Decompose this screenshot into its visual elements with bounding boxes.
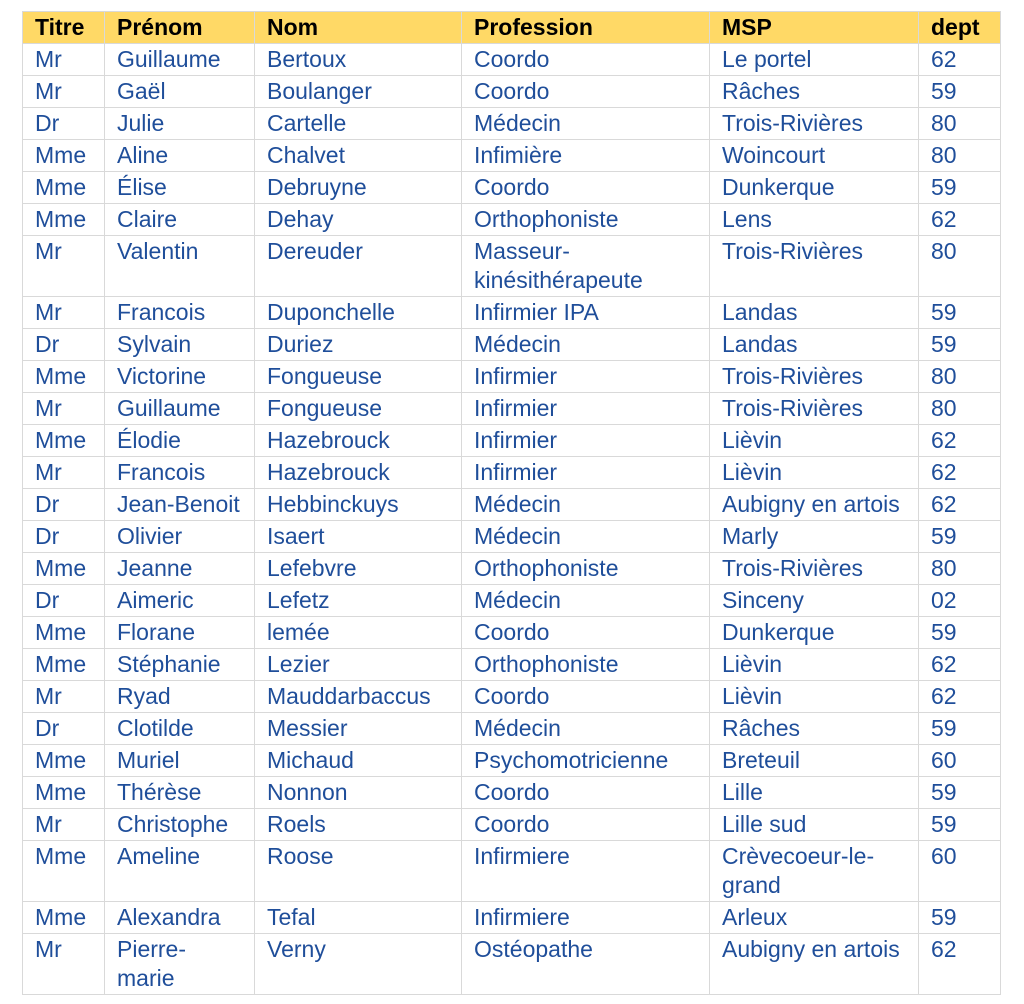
cell-profession: Médecin bbox=[462, 585, 710, 617]
cell-dept: 62 bbox=[919, 681, 1001, 713]
cell-nom: Roose bbox=[255, 841, 462, 902]
cell-titre: Mr bbox=[23, 236, 105, 297]
table-row bbox=[23, 553, 1001, 585]
cell-prenom: Guillaume bbox=[105, 44, 255, 76]
cell-prenom: Christophe bbox=[105, 809, 255, 841]
cell-dept: 59 bbox=[919, 297, 1001, 329]
cell-prenom: Élise bbox=[105, 172, 255, 204]
cell-msp: Trois-Rivières bbox=[710, 236, 919, 297]
cell-msp: Trois-Rivières bbox=[710, 393, 919, 425]
cell-msp: Breteuil bbox=[710, 745, 919, 777]
cell-dept: 59 bbox=[919, 172, 1001, 204]
cell-prenom: Francois bbox=[105, 297, 255, 329]
cell-prenom: Aimeric bbox=[105, 585, 255, 617]
cell-dept: 80 bbox=[919, 361, 1001, 393]
table-body bbox=[23, 44, 1001, 995]
cell-titre: Dr bbox=[23, 585, 105, 617]
cell-prenom: Stéphanie bbox=[105, 649, 255, 681]
table-row bbox=[23, 489, 1001, 521]
cell-prenom: Jeanne bbox=[105, 553, 255, 585]
cell-titre: Dr bbox=[23, 329, 105, 361]
cell-prenom: Pierre-marie bbox=[105, 934, 255, 995]
table-row bbox=[23, 393, 1001, 425]
cell-nom: Duriez bbox=[255, 329, 462, 361]
cell-nom: Isaert bbox=[255, 521, 462, 553]
cell-msp: Trois-Rivières bbox=[710, 361, 919, 393]
cell-msp: Marly bbox=[710, 521, 919, 553]
table-row bbox=[23, 649, 1001, 681]
cell-profession: Coordo bbox=[462, 617, 710, 649]
cell-nom: Lefebvre bbox=[255, 553, 462, 585]
table-row bbox=[23, 457, 1001, 489]
cell-msp: Râches bbox=[710, 76, 919, 108]
cell-dept: 62 bbox=[919, 457, 1001, 489]
header-dept: dept bbox=[919, 12, 1001, 44]
table-row bbox=[23, 713, 1001, 745]
cell-prenom: Florane bbox=[105, 617, 255, 649]
cell-profession: Infirmier bbox=[462, 457, 710, 489]
cell-nom: Messier bbox=[255, 713, 462, 745]
cell-titre: Mme bbox=[23, 553, 105, 585]
cell-titre: Mme bbox=[23, 745, 105, 777]
cell-profession: Infirmiere bbox=[462, 841, 710, 902]
cell-prenom: Alexandra bbox=[105, 902, 255, 934]
cell-dept: 62 bbox=[919, 425, 1001, 457]
cell-nom: Mauddarbaccus bbox=[255, 681, 462, 713]
cell-nom: Roels bbox=[255, 809, 462, 841]
cell-prenom: Claire bbox=[105, 204, 255, 236]
cell-dept: 59 bbox=[919, 777, 1001, 809]
contacts-table bbox=[22, 11, 1001, 995]
cell-profession: Infirmier bbox=[462, 393, 710, 425]
cell-nom: Debruyne bbox=[255, 172, 462, 204]
cell-dept: 80 bbox=[919, 108, 1001, 140]
cell-titre: Mme bbox=[23, 649, 105, 681]
cell-dept: 80 bbox=[919, 236, 1001, 297]
cell-titre: Mme bbox=[23, 777, 105, 809]
cell-nom: Lefetz bbox=[255, 585, 462, 617]
cell-nom: Chalvet bbox=[255, 140, 462, 172]
cell-dept: 62 bbox=[919, 649, 1001, 681]
cell-dept: 62 bbox=[919, 934, 1001, 995]
cell-profession: Orthophoniste bbox=[462, 553, 710, 585]
cell-dept: 59 bbox=[919, 76, 1001, 108]
cell-profession: Coordo bbox=[462, 809, 710, 841]
cell-titre: Mr bbox=[23, 681, 105, 713]
cell-profession: Orthophoniste bbox=[462, 649, 710, 681]
cell-msp: Lièvin bbox=[710, 649, 919, 681]
table-row bbox=[23, 681, 1001, 713]
cell-prenom: Olivier bbox=[105, 521, 255, 553]
cell-msp: Lièvin bbox=[710, 425, 919, 457]
cell-nom: Michaud bbox=[255, 745, 462, 777]
cell-prenom: Ameline bbox=[105, 841, 255, 902]
cell-titre: Mr bbox=[23, 934, 105, 995]
cell-dept: 59 bbox=[919, 521, 1001, 553]
cell-nom: Duponchelle bbox=[255, 297, 462, 329]
cell-titre: Mr bbox=[23, 76, 105, 108]
cell-dept: 62 bbox=[919, 204, 1001, 236]
cell-msp: Aubigny en artois bbox=[710, 489, 919, 521]
cell-msp: Landas bbox=[710, 329, 919, 361]
cell-profession: Coordo bbox=[462, 777, 710, 809]
cell-msp: Dunkerque bbox=[710, 617, 919, 649]
cell-prenom: Jean-Benoit bbox=[105, 489, 255, 521]
cell-msp: Trois-Rivières bbox=[710, 108, 919, 140]
cell-profession: Médecin bbox=[462, 108, 710, 140]
table-row bbox=[23, 108, 1001, 140]
cell-profession: Infirmier bbox=[462, 361, 710, 393]
cell-titre: Mme bbox=[23, 361, 105, 393]
cell-profession: Coordo bbox=[462, 44, 710, 76]
cell-nom: Lezier bbox=[255, 649, 462, 681]
cell-titre: Mr bbox=[23, 297, 105, 329]
cell-dept: 59 bbox=[919, 329, 1001, 361]
table-row bbox=[23, 585, 1001, 617]
cell-msp: Arleux bbox=[710, 902, 919, 934]
cell-prenom: Valentin bbox=[105, 236, 255, 297]
cell-dept: 59 bbox=[919, 902, 1001, 934]
cell-prenom: Victorine bbox=[105, 361, 255, 393]
cell-prenom: Julie bbox=[105, 108, 255, 140]
table-row bbox=[23, 236, 1001, 297]
cell-dept: 62 bbox=[919, 489, 1001, 521]
cell-nom: Fongueuse bbox=[255, 361, 462, 393]
cell-titre: Mme bbox=[23, 172, 105, 204]
cell-profession: Coordo bbox=[462, 681, 710, 713]
cell-nom: Hebbinckuys bbox=[255, 489, 462, 521]
cell-dept: 62 bbox=[919, 44, 1001, 76]
cell-msp: Le portel bbox=[710, 44, 919, 76]
cell-profession: Ostéopathe bbox=[462, 934, 710, 995]
header-profession: Profession bbox=[462, 12, 710, 44]
cell-prenom: Francois bbox=[105, 457, 255, 489]
cell-profession: Coordo bbox=[462, 172, 710, 204]
cell-profession: Psychomotricienne bbox=[462, 745, 710, 777]
cell-titre: Mr bbox=[23, 457, 105, 489]
cell-dept: 59 bbox=[919, 713, 1001, 745]
table-row bbox=[23, 841, 1001, 902]
cell-dept: 80 bbox=[919, 553, 1001, 585]
cell-titre: Mme bbox=[23, 841, 105, 902]
cell-profession: Infimière bbox=[462, 140, 710, 172]
header-titre: Titre bbox=[23, 12, 105, 44]
table-row bbox=[23, 425, 1001, 457]
table-row bbox=[23, 297, 1001, 329]
cell-dept: 60 bbox=[919, 841, 1001, 902]
cell-msp: Lièvin bbox=[710, 681, 919, 713]
cell-prenom: Élodie bbox=[105, 425, 255, 457]
cell-titre: Mr bbox=[23, 44, 105, 76]
cell-profession: Masseur-kinésithérapeute bbox=[462, 236, 710, 297]
cell-dept: 80 bbox=[919, 393, 1001, 425]
table-row bbox=[23, 745, 1001, 777]
cell-profession: Infirmiere bbox=[462, 902, 710, 934]
cell-titre: Dr bbox=[23, 108, 105, 140]
cell-profession: Orthophoniste bbox=[462, 204, 710, 236]
table-row bbox=[23, 934, 1001, 995]
cell-dept: 59 bbox=[919, 809, 1001, 841]
table-row bbox=[23, 204, 1001, 236]
cell-nom: Bertoux bbox=[255, 44, 462, 76]
cell-msp: Lille sud bbox=[710, 809, 919, 841]
cell-msp: Woincourt bbox=[710, 140, 919, 172]
cell-msp: Dunkerque bbox=[710, 172, 919, 204]
cell-titre: Mr bbox=[23, 393, 105, 425]
cell-prenom: Ryad bbox=[105, 681, 255, 713]
cell-titre: Dr bbox=[23, 489, 105, 521]
cell-prenom: Thérèse bbox=[105, 777, 255, 809]
table-row bbox=[23, 76, 1001, 108]
cell-nom: Dereuder bbox=[255, 236, 462, 297]
cell-dept: 60 bbox=[919, 745, 1001, 777]
cell-msp: Lens bbox=[710, 204, 919, 236]
table-row bbox=[23, 617, 1001, 649]
cell-msp: Aubigny en artois bbox=[710, 934, 919, 995]
cell-prenom: Gaël bbox=[105, 76, 255, 108]
cell-profession: Médecin bbox=[462, 521, 710, 553]
cell-msp: Râches bbox=[710, 713, 919, 745]
cell-nom: Hazebrouck bbox=[255, 425, 462, 457]
cell-titre: Dr bbox=[23, 713, 105, 745]
cell-prenom: Clotilde bbox=[105, 713, 255, 745]
header-msp: MSP bbox=[710, 12, 919, 44]
cell-titre: Mr bbox=[23, 809, 105, 841]
cell-prenom: Aline bbox=[105, 140, 255, 172]
cell-profession: Infirmier IPA bbox=[462, 297, 710, 329]
cell-titre: Mme bbox=[23, 204, 105, 236]
cell-titre: Mme bbox=[23, 617, 105, 649]
cell-prenom: Guillaume bbox=[105, 393, 255, 425]
cell-nom: Tefal bbox=[255, 902, 462, 934]
cell-titre: Mme bbox=[23, 902, 105, 934]
cell-msp: Trois-Rivières bbox=[710, 553, 919, 585]
cell-nom: Hazebrouck bbox=[255, 457, 462, 489]
cell-nom: Nonnon bbox=[255, 777, 462, 809]
cell-profession: Coordo bbox=[462, 76, 710, 108]
cell-nom: Boulanger bbox=[255, 76, 462, 108]
header-prenom: Prénom bbox=[105, 12, 255, 44]
table-row bbox=[23, 521, 1001, 553]
cell-nom: Verny bbox=[255, 934, 462, 995]
cell-profession: Médecin bbox=[462, 713, 710, 745]
cell-nom: Dehay bbox=[255, 204, 462, 236]
cell-titre: Mme bbox=[23, 140, 105, 172]
cell-profession: Médecin bbox=[462, 329, 710, 361]
cell-prenom: Muriel bbox=[105, 745, 255, 777]
cell-dept: 80 bbox=[919, 140, 1001, 172]
table-row bbox=[23, 140, 1001, 172]
table-row bbox=[23, 777, 1001, 809]
table-row bbox=[23, 44, 1001, 76]
table-row bbox=[23, 809, 1001, 841]
table-row bbox=[23, 172, 1001, 204]
header-nom: Nom bbox=[255, 12, 462, 44]
cell-prenom: Sylvain bbox=[105, 329, 255, 361]
cell-titre: Dr bbox=[23, 521, 105, 553]
table-row bbox=[23, 329, 1001, 361]
cell-dept: 59 bbox=[919, 617, 1001, 649]
cell-msp: Landas bbox=[710, 297, 919, 329]
cell-msp: Crèvecoeur-le-grand bbox=[710, 841, 919, 902]
cell-titre: Mme bbox=[23, 425, 105, 457]
cell-nom: Fongueuse bbox=[255, 393, 462, 425]
cell-profession: Médecin bbox=[462, 489, 710, 521]
cell-nom: Cartelle bbox=[255, 108, 462, 140]
cell-msp: Lièvin bbox=[710, 457, 919, 489]
cell-nom: lemée bbox=[255, 617, 462, 649]
cell-msp: Lille bbox=[710, 777, 919, 809]
document-page bbox=[22, 11, 1001, 995]
cell-profession: Infirmier bbox=[462, 425, 710, 457]
cell-dept: 02 bbox=[919, 585, 1001, 617]
table-row bbox=[23, 361, 1001, 393]
cell-msp: Sinceny bbox=[710, 585, 919, 617]
table-row bbox=[23, 902, 1001, 934]
table-header-row bbox=[23, 12, 1001, 44]
